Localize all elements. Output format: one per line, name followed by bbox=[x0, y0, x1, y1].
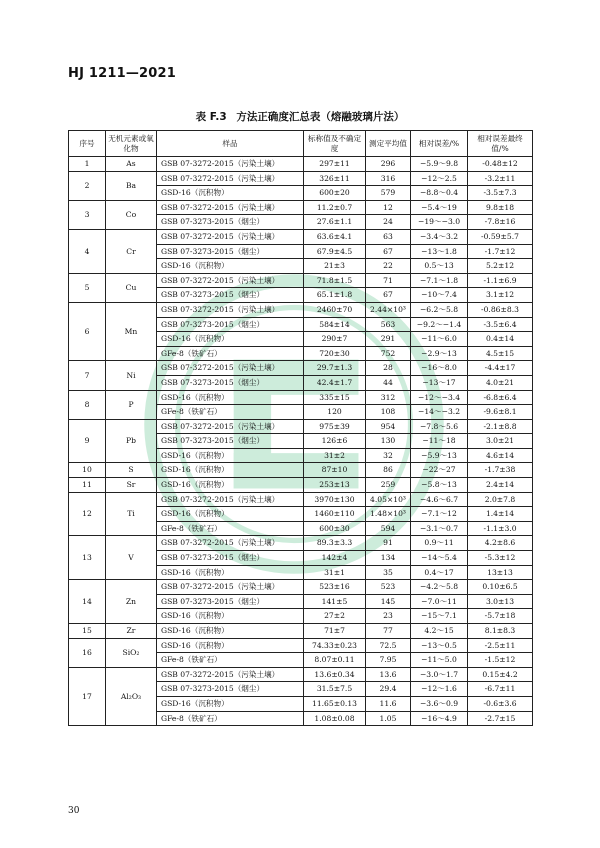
row-number-cell: 16 bbox=[69, 638, 106, 667]
row-number-cell: 11 bbox=[69, 478, 106, 493]
row-number-cell: 12 bbox=[69, 492, 106, 536]
mean-value-cell: 91 bbox=[366, 536, 411, 551]
certified-value-cell: 290±7 bbox=[304, 332, 366, 347]
row-number-cell: 6 bbox=[69, 302, 106, 360]
final-value-cell: -6.7±11 bbox=[468, 682, 533, 697]
final-value-cell: -3.5±6.4 bbox=[468, 317, 533, 332]
certified-value-cell: 31±1 bbox=[304, 565, 366, 580]
mean-value-cell: 22 bbox=[366, 259, 411, 274]
table-row bbox=[69, 419, 533, 434]
certified-value-cell: 141±5 bbox=[304, 594, 366, 609]
element-cell: Cu bbox=[106, 273, 157, 302]
certified-value-cell: 120 bbox=[304, 405, 366, 420]
row-number-cell: 2 bbox=[69, 171, 106, 200]
col-header-mean: 测定平均值 bbox=[366, 131, 411, 157]
col-header-element: 无机元素或氧化物 bbox=[106, 131, 157, 157]
sample-cell: GSB 07-3272-2015（污染土壤） bbox=[157, 492, 304, 507]
relative-error-cell: −6.2～5.8 bbox=[411, 302, 468, 317]
sample-cell: GSB 07-3273-2015（烟尘） bbox=[157, 375, 304, 390]
page-number: 30 bbox=[68, 806, 80, 816]
relative-error-cell: −5.9～13 bbox=[411, 448, 468, 463]
element-cell: Sr bbox=[106, 478, 157, 493]
sample-cell: GSD-16（沉积物） bbox=[157, 259, 304, 274]
certified-value-cell: 87±10 bbox=[304, 463, 366, 478]
mean-value-cell: 134 bbox=[366, 551, 411, 566]
sample-cell: GSB 07-3272-2015（污染土壤） bbox=[157, 536, 304, 551]
certified-value-cell: 63.6±4.1 bbox=[304, 229, 366, 244]
final-value-cell: 0.15±4.2 bbox=[468, 667, 533, 682]
row-number-cell: 17 bbox=[69, 667, 106, 725]
final-value-cell: 5.2±12 bbox=[468, 259, 533, 274]
certified-value-cell: 1.08±0.08 bbox=[304, 711, 366, 726]
sample-cell: GSB 07-3273-2015（烟尘） bbox=[157, 288, 304, 303]
certified-value-cell: 89.3±3.3 bbox=[304, 536, 366, 551]
row-number-cell: 4 bbox=[69, 229, 106, 273]
relative-error-cell: −10～7.4 bbox=[411, 288, 468, 303]
final-value-cell: -0.48±12 bbox=[468, 157, 533, 172]
col-header-final: 相对误差最终值/% bbox=[468, 131, 533, 157]
relative-error-cell: −19～−3.0 bbox=[411, 215, 468, 230]
element-cell: Co bbox=[106, 200, 157, 229]
col-header-sample: 样品 bbox=[157, 131, 304, 157]
mean-value-cell: 13.6 bbox=[366, 667, 411, 682]
sample-cell: GSD-16（沉积物） bbox=[157, 638, 304, 653]
sample-cell: GSD-16（沉积物） bbox=[157, 448, 304, 463]
relative-error-cell: −9.2～−1.4 bbox=[411, 317, 468, 332]
certified-value-cell: 126±6 bbox=[304, 434, 366, 449]
relative-error-cell: −11～5.0 bbox=[411, 653, 468, 668]
final-value-cell: -1.7±12 bbox=[468, 244, 533, 259]
relative-error-cell: −7.8～5.6 bbox=[411, 419, 468, 434]
certified-value-cell: 297±11 bbox=[304, 157, 366, 172]
relative-error-cell: −5.4～19 bbox=[411, 200, 468, 215]
sample-cell: GSB 07-3272-2015（污染土壤） bbox=[157, 667, 304, 682]
sample-cell: GSD-16（沉积物） bbox=[157, 565, 304, 580]
sample-cell: GSB 07-3272-2015（污染土壤） bbox=[157, 273, 304, 288]
certified-value-cell: 584±14 bbox=[304, 317, 366, 332]
sample-cell: GSD-16（沉积物） bbox=[157, 463, 304, 478]
relative-error-cell: −4.2～5.8 bbox=[411, 580, 468, 595]
row-number-cell: 14 bbox=[69, 580, 106, 624]
relative-error-cell: −16～8.0 bbox=[411, 361, 468, 376]
table-row bbox=[69, 478, 533, 493]
table-title bbox=[0, 109, 600, 124]
col-header-relative-error: 相对误差/% bbox=[411, 131, 468, 157]
certified-value-cell: 29.7±1.3 bbox=[304, 361, 366, 376]
table-number: 表 F.3 bbox=[195, 111, 227, 123]
relative-error-cell: −13～17 bbox=[411, 375, 468, 390]
mean-value-cell: 594 bbox=[366, 521, 411, 536]
sample-cell: GSB 07-3272-2015（污染土壤） bbox=[157, 580, 304, 595]
table-row bbox=[69, 273, 533, 288]
table-row bbox=[69, 171, 533, 186]
mean-value-cell: 2.44×10³ bbox=[366, 302, 411, 317]
final-value-cell: 4.5±15 bbox=[468, 346, 533, 361]
final-value-cell: -1.5±12 bbox=[468, 653, 533, 668]
certified-value-cell: 2460±70 bbox=[304, 302, 366, 317]
sample-cell: GSD-16（沉积物） bbox=[157, 507, 304, 522]
element-cell: Ni bbox=[106, 361, 157, 390]
final-value-cell: -1.7±38 bbox=[468, 463, 533, 478]
relative-error-cell: 0.5～13 bbox=[411, 259, 468, 274]
table-row bbox=[69, 390, 533, 405]
sample-cell: GSB 07-3273-2015（烟尘） bbox=[157, 244, 304, 259]
element-cell: P bbox=[106, 390, 157, 419]
table-row bbox=[69, 157, 533, 172]
mean-value-cell: 44 bbox=[366, 375, 411, 390]
mean-value-cell: 77 bbox=[366, 624, 411, 639]
final-value-cell: 1.4±14 bbox=[468, 507, 533, 522]
certified-value-cell: 74.33±0.23 bbox=[304, 638, 366, 653]
table-row bbox=[69, 667, 533, 682]
table-caption: 方法正确度汇总表（熔融玻璃片法） bbox=[236, 111, 405, 123]
table-body bbox=[69, 157, 533, 726]
final-value-cell: 13±13 bbox=[468, 565, 533, 580]
relative-error-cell: −22～27 bbox=[411, 463, 468, 478]
element-cell: Mn bbox=[106, 302, 157, 360]
sample-cell: GSB 07-3273-2015（烟尘） bbox=[157, 551, 304, 566]
relative-error-cell: −3.6～0.9 bbox=[411, 696, 468, 711]
element-cell: Al₂O₃ bbox=[106, 667, 157, 725]
sample-cell: GSD-16（沉积物） bbox=[157, 624, 304, 639]
final-value-cell: 0.10±6.5 bbox=[468, 580, 533, 595]
mean-value-cell: 752 bbox=[366, 346, 411, 361]
final-value-cell: -1.1±6.9 bbox=[468, 273, 533, 288]
final-value-cell: -2.1±8.8 bbox=[468, 419, 533, 434]
certified-value-cell: 67.9±4.5 bbox=[304, 244, 366, 259]
relative-error-cell: −4.6～6.7 bbox=[411, 492, 468, 507]
sample-cell: GSD-16（沉积物） bbox=[157, 478, 304, 493]
final-value-cell: -6.8±6.4 bbox=[468, 390, 533, 405]
mean-value-cell: 86 bbox=[366, 463, 411, 478]
final-value-cell: 4.2±8.6 bbox=[468, 536, 533, 551]
mean-value-cell: 316 bbox=[366, 171, 411, 186]
sample-cell: GSB 07-3273-2015（烟尘） bbox=[157, 594, 304, 609]
relative-error-cell: −13～1.8 bbox=[411, 244, 468, 259]
mean-value-cell: 130 bbox=[366, 434, 411, 449]
mean-value-cell: 28 bbox=[366, 361, 411, 376]
element-cell: As bbox=[106, 157, 157, 172]
sample-cell: GSB 07-3272-2015（污染土壤） bbox=[157, 419, 304, 434]
element-cell: V bbox=[106, 536, 157, 580]
mean-value-cell: 4.05×10³ bbox=[366, 492, 411, 507]
sample-cell: GSB 07-3273-2015（烟尘） bbox=[157, 434, 304, 449]
final-value-cell: 9.8±18 bbox=[468, 200, 533, 215]
relative-error-cell: −7.1～1.8 bbox=[411, 273, 468, 288]
element-cell: Zn bbox=[106, 580, 157, 624]
certified-value-cell: 142±4 bbox=[304, 551, 366, 566]
relative-error-cell: −12～2.5 bbox=[411, 171, 468, 186]
element-cell: Ti bbox=[106, 492, 157, 536]
final-value-cell: -3.5±7.3 bbox=[468, 186, 533, 201]
table-row bbox=[69, 361, 533, 376]
mean-value-cell: 12 bbox=[366, 200, 411, 215]
mean-value-cell: 954 bbox=[366, 419, 411, 434]
final-value-cell: -5.3±12 bbox=[468, 551, 533, 566]
certified-value-cell: 11.2±0.7 bbox=[304, 200, 366, 215]
certified-value-cell: 720±30 bbox=[304, 346, 366, 361]
certified-value-cell: 42.4±1.7 bbox=[304, 375, 366, 390]
element-cell: Ba bbox=[106, 171, 157, 200]
row-number-cell: 8 bbox=[69, 390, 106, 419]
sample-cell: GSB 07-3272-2015（污染土壤） bbox=[157, 302, 304, 317]
table-row bbox=[69, 624, 533, 639]
row-number-cell: 5 bbox=[69, 273, 106, 302]
final-value-cell: 4.6±14 bbox=[468, 448, 533, 463]
relative-error-cell: −13～0.5 bbox=[411, 638, 468, 653]
sample-cell: GSB 07-3273-2015（烟尘） bbox=[157, 682, 304, 697]
certified-value-cell: 253±13 bbox=[304, 478, 366, 493]
sample-cell: GSB 07-3272-2015（污染土壤） bbox=[157, 200, 304, 215]
certified-value-cell: 11.65±0.13 bbox=[304, 696, 366, 711]
table-header-row bbox=[69, 131, 533, 157]
sample-cell: GSB 07-3272-2015（污染土壤） bbox=[157, 361, 304, 376]
relative-error-cell: −12～−3.4 bbox=[411, 390, 468, 405]
row-number-cell: 10 bbox=[69, 463, 106, 478]
sample-cell: GSD-16（沉积物） bbox=[157, 332, 304, 347]
table-row bbox=[69, 302, 533, 317]
relative-error-cell: 0.9～11 bbox=[411, 536, 468, 551]
final-value-cell: 2.4±14 bbox=[468, 478, 533, 493]
certified-value-cell: 600±30 bbox=[304, 521, 366, 536]
sample-cell: GSB 07-3273-2015（烟尘） bbox=[157, 317, 304, 332]
certified-value-cell: 27±2 bbox=[304, 609, 366, 624]
row-number-cell: 3 bbox=[69, 200, 106, 229]
mean-value-cell: 72.5 bbox=[366, 638, 411, 653]
relative-error-cell: −16～4.9 bbox=[411, 711, 468, 726]
certified-value-cell: 31.5±7.5 bbox=[304, 682, 366, 697]
mean-value-cell: 23 bbox=[366, 609, 411, 624]
final-value-cell: -0.86±8.3 bbox=[468, 302, 533, 317]
mean-value-cell: 579 bbox=[366, 186, 411, 201]
mean-value-cell: 63 bbox=[366, 229, 411, 244]
relative-error-cell: −3.1～0.7 bbox=[411, 521, 468, 536]
sample-cell: GFe-8（铁矿石） bbox=[157, 711, 304, 726]
certified-value-cell: 21±3 bbox=[304, 259, 366, 274]
certified-value-cell: 975±39 bbox=[304, 419, 366, 434]
mean-value-cell: 11.6 bbox=[366, 696, 411, 711]
sample-cell: GSB 07-3272-2015（污染土壤） bbox=[157, 171, 304, 186]
final-value-cell: -3.2±11 bbox=[468, 171, 533, 186]
certified-value-cell: 326±11 bbox=[304, 171, 366, 186]
certified-value-cell: 600±20 bbox=[304, 186, 366, 201]
final-value-cell: -5.7±18 bbox=[468, 609, 533, 624]
element-cell: S bbox=[106, 463, 157, 478]
final-value-cell: 3.1±12 bbox=[468, 288, 533, 303]
final-value-cell: -0.59±5.7 bbox=[468, 229, 533, 244]
mean-value-cell: 145 bbox=[366, 594, 411, 609]
mean-value-cell: 291 bbox=[366, 332, 411, 347]
final-value-cell: -7.8±16 bbox=[468, 215, 533, 230]
certified-value-cell: 65.1±1.8 bbox=[304, 288, 366, 303]
element-cell: SiO₂ bbox=[106, 638, 157, 667]
row-number-cell: 9 bbox=[69, 419, 106, 463]
sample-cell: GSD-16（沉积物） bbox=[157, 696, 304, 711]
relative-error-cell: −7.1～12 bbox=[411, 507, 468, 522]
certified-value-cell: 3970±130 bbox=[304, 492, 366, 507]
table-row bbox=[69, 638, 533, 653]
sample-cell: GFe-8（铁矿石） bbox=[157, 653, 304, 668]
table-row bbox=[69, 492, 533, 507]
sample-cell: GFe-8（铁矿石） bbox=[157, 521, 304, 536]
final-value-cell: 4.0±21 bbox=[468, 375, 533, 390]
mean-value-cell: 35 bbox=[366, 565, 411, 580]
row-number-cell: 15 bbox=[69, 624, 106, 639]
final-value-cell: -1.1±3.0 bbox=[468, 521, 533, 536]
sample-cell: GSD-16（沉积物） bbox=[157, 390, 304, 405]
relative-error-cell: −15～7.1 bbox=[411, 609, 468, 624]
sample-cell: GSB 07-3272-2015（污染土壤） bbox=[157, 229, 304, 244]
certified-value-cell: 71±7 bbox=[304, 624, 366, 639]
mean-value-cell: 296 bbox=[366, 157, 411, 172]
final-value-cell: -0.6±3.6 bbox=[468, 696, 533, 711]
certified-value-cell: 13.6±0.34 bbox=[304, 667, 366, 682]
final-value-cell: 8.1±8.3 bbox=[468, 624, 533, 639]
relative-error-cell: −14～−3.2 bbox=[411, 405, 468, 420]
final-value-cell: -4.4±17 bbox=[468, 361, 533, 376]
col-header-certified: 标称值及不确定度 bbox=[304, 131, 366, 157]
sample-cell: GSB 07-3272-2015（污染土壤） bbox=[157, 157, 304, 172]
sample-cell: GFe-8（铁矿石） bbox=[157, 405, 304, 420]
row-number-cell: 1 bbox=[69, 157, 106, 172]
mean-value-cell: 1.05 bbox=[366, 711, 411, 726]
mean-value-cell: 29.4 bbox=[366, 682, 411, 697]
sample-cell: GSD-16（沉积物） bbox=[157, 609, 304, 624]
element-cell: Zr bbox=[106, 624, 157, 639]
relative-error-cell: 0.4～17 bbox=[411, 565, 468, 580]
final-value-cell: 3.0±13 bbox=[468, 594, 533, 609]
relative-error-cell: −2.9～13 bbox=[411, 346, 468, 361]
standard-header: HJ 1211—2021 bbox=[68, 66, 177, 81]
certified-value-cell: 71.8±1.5 bbox=[304, 273, 366, 288]
certified-value-cell: 335±15 bbox=[304, 390, 366, 405]
relative-error-cell: −3.0～1.7 bbox=[411, 667, 468, 682]
row-number-cell: 13 bbox=[69, 536, 106, 580]
relative-error-cell: −12～1.6 bbox=[411, 682, 468, 697]
table-row bbox=[69, 229, 533, 244]
col-header-no: 序号 bbox=[69, 131, 106, 157]
certified-value-cell: 1460±110 bbox=[304, 507, 366, 522]
mean-value-cell: 67 bbox=[366, 244, 411, 259]
relative-error-cell: 4.2～15 bbox=[411, 624, 468, 639]
relative-error-cell: −5.8～13 bbox=[411, 478, 468, 493]
mean-value-cell: 563 bbox=[366, 317, 411, 332]
final-value-cell: -2.5±11 bbox=[468, 638, 533, 653]
relative-error-cell: −14～5.4 bbox=[411, 551, 468, 566]
table-row bbox=[69, 580, 533, 595]
relative-error-cell: −3.4～3.2 bbox=[411, 229, 468, 244]
final-value-cell: 0.4±14 bbox=[468, 332, 533, 347]
element-cell: Cr bbox=[106, 229, 157, 273]
row-number-cell: 7 bbox=[69, 361, 106, 390]
mean-value-cell: 312 bbox=[366, 390, 411, 405]
final-value-cell: 3.0±21 bbox=[468, 434, 533, 449]
relative-error-cell: −11～18 bbox=[411, 434, 468, 449]
final-value-cell: 2.0±7.8 bbox=[468, 492, 533, 507]
mean-value-cell: 71 bbox=[366, 273, 411, 288]
certified-value-cell: 8.07±0.11 bbox=[304, 653, 366, 668]
certified-value-cell: 31±2 bbox=[304, 448, 366, 463]
mean-value-cell: 259 bbox=[366, 478, 411, 493]
sample-cell: GFe-8（铁矿石） bbox=[157, 346, 304, 361]
relative-error-cell: −7.0～11 bbox=[411, 594, 468, 609]
mean-value-cell: 24 bbox=[366, 215, 411, 230]
certified-value-cell: 523±16 bbox=[304, 580, 366, 595]
final-value-cell: -9.6±8.1 bbox=[468, 405, 533, 420]
relative-error-cell: −8.8～0.4 bbox=[411, 186, 468, 201]
element-cell: Pb bbox=[106, 419, 157, 463]
accuracy-table bbox=[68, 130, 533, 726]
mean-value-cell: 32 bbox=[366, 448, 411, 463]
table-row bbox=[69, 463, 533, 478]
mean-value-cell: 1.48×10³ bbox=[366, 507, 411, 522]
relative-error-cell: −11～6.0 bbox=[411, 332, 468, 347]
mean-value-cell: 67 bbox=[366, 288, 411, 303]
table-row bbox=[69, 200, 533, 215]
mean-value-cell: 523 bbox=[366, 580, 411, 595]
mean-value-cell: 7.95 bbox=[366, 653, 411, 668]
table-row bbox=[69, 536, 533, 551]
certified-value-cell: 27.6±1.1 bbox=[304, 215, 366, 230]
final-value-cell: -2.7±15 bbox=[468, 711, 533, 726]
relative-error-cell: −5.9～9.8 bbox=[411, 157, 468, 172]
mean-value-cell: 108 bbox=[366, 405, 411, 420]
sample-cell: GSB 07-3273-2015（烟尘） bbox=[157, 215, 304, 230]
sample-cell: GSD-16（沉积物） bbox=[157, 186, 304, 201]
